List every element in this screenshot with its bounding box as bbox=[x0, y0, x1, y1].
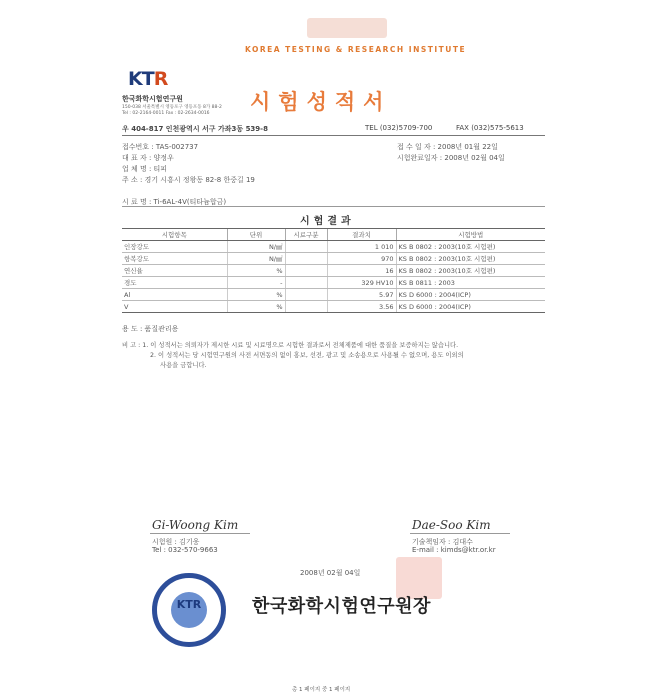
cell-sample-type bbox=[285, 265, 327, 277]
cell-item: 연신율 bbox=[122, 265, 227, 277]
table-row bbox=[122, 289, 545, 301]
cell-unit: % bbox=[227, 265, 285, 277]
cell-result: 1 010 bbox=[327, 241, 396, 253]
cell-sample-type bbox=[285, 277, 327, 289]
company-name: 업 체 명 : 티피 bbox=[122, 165, 168, 173]
remark-2: 2. 이 성적서는 당 시험연구원의 사전 서면동의 없이 홍보, 선전, 광고 및 소송용으로 사용될 수 없으며, 용도 이외의 bbox=[150, 352, 464, 359]
table-row bbox=[122, 301, 545, 313]
col-header-sample-type: 시료구분 bbox=[285, 229, 327, 241]
fax-line: FAX (032)575-5613 bbox=[456, 124, 524, 132]
address-line: 우 404-817 인천광역시 서구 가좌3동 539-8 bbox=[122, 125, 268, 133]
cell-unit: N/㎟ bbox=[227, 241, 285, 253]
representative: 대 표 자 : 양정우 bbox=[122, 154, 174, 162]
issue-date: 2008년 02월 04일 bbox=[300, 569, 361, 577]
table-row bbox=[122, 265, 545, 277]
cell-unit: % bbox=[227, 289, 285, 301]
cell-result: 3.56 bbox=[327, 301, 396, 313]
cell-sample-type bbox=[285, 301, 327, 313]
table-row bbox=[122, 241, 545, 253]
cell-item: 인장강도 bbox=[122, 241, 227, 253]
document-title: 시험성적서 bbox=[250, 90, 392, 114]
sample-name: 시 료 명 : Ti-6AL-4V(티타늄합금) bbox=[122, 198, 227, 206]
manager-signature-line bbox=[410, 533, 510, 534]
tester-signature-line bbox=[150, 533, 250, 534]
emblem-text: KTR bbox=[176, 598, 202, 611]
col-header-result: 결과치 bbox=[327, 229, 396, 241]
manager-signature: Dae-Soo Kim bbox=[412, 518, 491, 532]
header-divider bbox=[122, 135, 545, 136]
top-seal-stamp bbox=[307, 18, 387, 38]
cell-item: V bbox=[122, 301, 227, 313]
cell-result: 970 bbox=[327, 253, 396, 265]
col-header-item: 시험항목 bbox=[122, 229, 227, 241]
org-name: 한국화학시험연구원 bbox=[122, 95, 183, 103]
ktr-emblem-seal bbox=[152, 573, 226, 647]
tester-name: 시험원 : 김기웅 bbox=[152, 538, 200, 546]
cell-unit: % bbox=[227, 301, 285, 313]
col-header-unit: 단위 bbox=[227, 229, 285, 241]
cell-item: 항복강도 bbox=[122, 253, 227, 265]
cell-method: KS D 6000 : 2004(ICP) bbox=[396, 289, 545, 301]
table-row bbox=[122, 277, 545, 289]
cell-method: KS B 0802 : 2003(10호 시험편) bbox=[396, 253, 545, 265]
completed-date: 시험완료일자 : 2008년 02월 04일 bbox=[397, 154, 505, 162]
receipt-number: 접수번호 : TAS-002737 bbox=[122, 143, 199, 151]
cell-item: Al bbox=[122, 289, 227, 301]
remark-3: 사용을 금합니다. bbox=[160, 362, 207, 369]
institute-director: 한국화학시험연구원장 bbox=[252, 596, 431, 617]
org-tel-small: Tel : 02-2164-0011 Fax : 02-2634-0016 bbox=[122, 111, 210, 116]
received-date: 접 수 일 자 : 2008년 01월 22일 bbox=[397, 143, 498, 151]
cell-result: 5.97 bbox=[327, 289, 396, 301]
cell-method: KS B 0811 : 2003 bbox=[396, 277, 545, 289]
page-counter: 총 1 페이지 중 1 페이지 bbox=[292, 687, 351, 693]
cell-sample-type bbox=[285, 253, 327, 265]
cell-sample-type bbox=[285, 289, 327, 301]
usage-note: 용 도 : 품질관리용 bbox=[122, 325, 179, 333]
col-header-method: 시험방법 bbox=[396, 229, 545, 241]
table-row bbox=[122, 253, 545, 265]
sample-divider bbox=[122, 206, 545, 207]
results-title: 시험결과 bbox=[300, 216, 355, 227]
manager-email: E-mail : kimds@ktr.or.kr bbox=[412, 546, 496, 554]
institute-english-name: KOREA TESTING & RESEARCH INSTITUTE bbox=[245, 45, 467, 54]
cell-method: KS B 0802 : 2003(10호 시험편) bbox=[396, 241, 545, 253]
tel-line: TEL (032)5709-700 bbox=[365, 124, 433, 132]
ktr-logo: KTR bbox=[128, 68, 168, 90]
cell-result: 329 HV10 bbox=[327, 277, 396, 289]
cell-unit: N/㎟ bbox=[227, 253, 285, 265]
cell-unit: - bbox=[227, 277, 285, 289]
results-table bbox=[122, 228, 545, 313]
client-address: 주 소 : 경기 시흥시 정왕동 82-8 한중길 19 bbox=[122, 176, 255, 184]
org-address-small: 150-038 서울특별시 영등포구 영등포동 8가 88-2 bbox=[122, 105, 222, 110]
manager-name: 기술책임자 : 김대수 bbox=[412, 538, 473, 546]
cell-method: KS B 0802 : 2003(10호 시험편) bbox=[396, 265, 545, 277]
remark-1: 비 고 : 1. 이 성적서는 의뢰자가 제시한 시료 및 시료명으로 시험한 결과로서 전체제품에 대한 품질을 보증하지는 않습니다. bbox=[122, 342, 459, 349]
cell-method: KS D 6000 : 2004(ICP) bbox=[396, 301, 545, 313]
cell-sample-type bbox=[285, 241, 327, 253]
tester-tel: Tel : 032-570-9663 bbox=[152, 546, 218, 554]
tester-signature: Gi-Woong Kim bbox=[152, 518, 239, 532]
cell-item: 경도 bbox=[122, 277, 227, 289]
cell-result: 16 bbox=[327, 265, 396, 277]
table-header-row bbox=[122, 229, 545, 241]
